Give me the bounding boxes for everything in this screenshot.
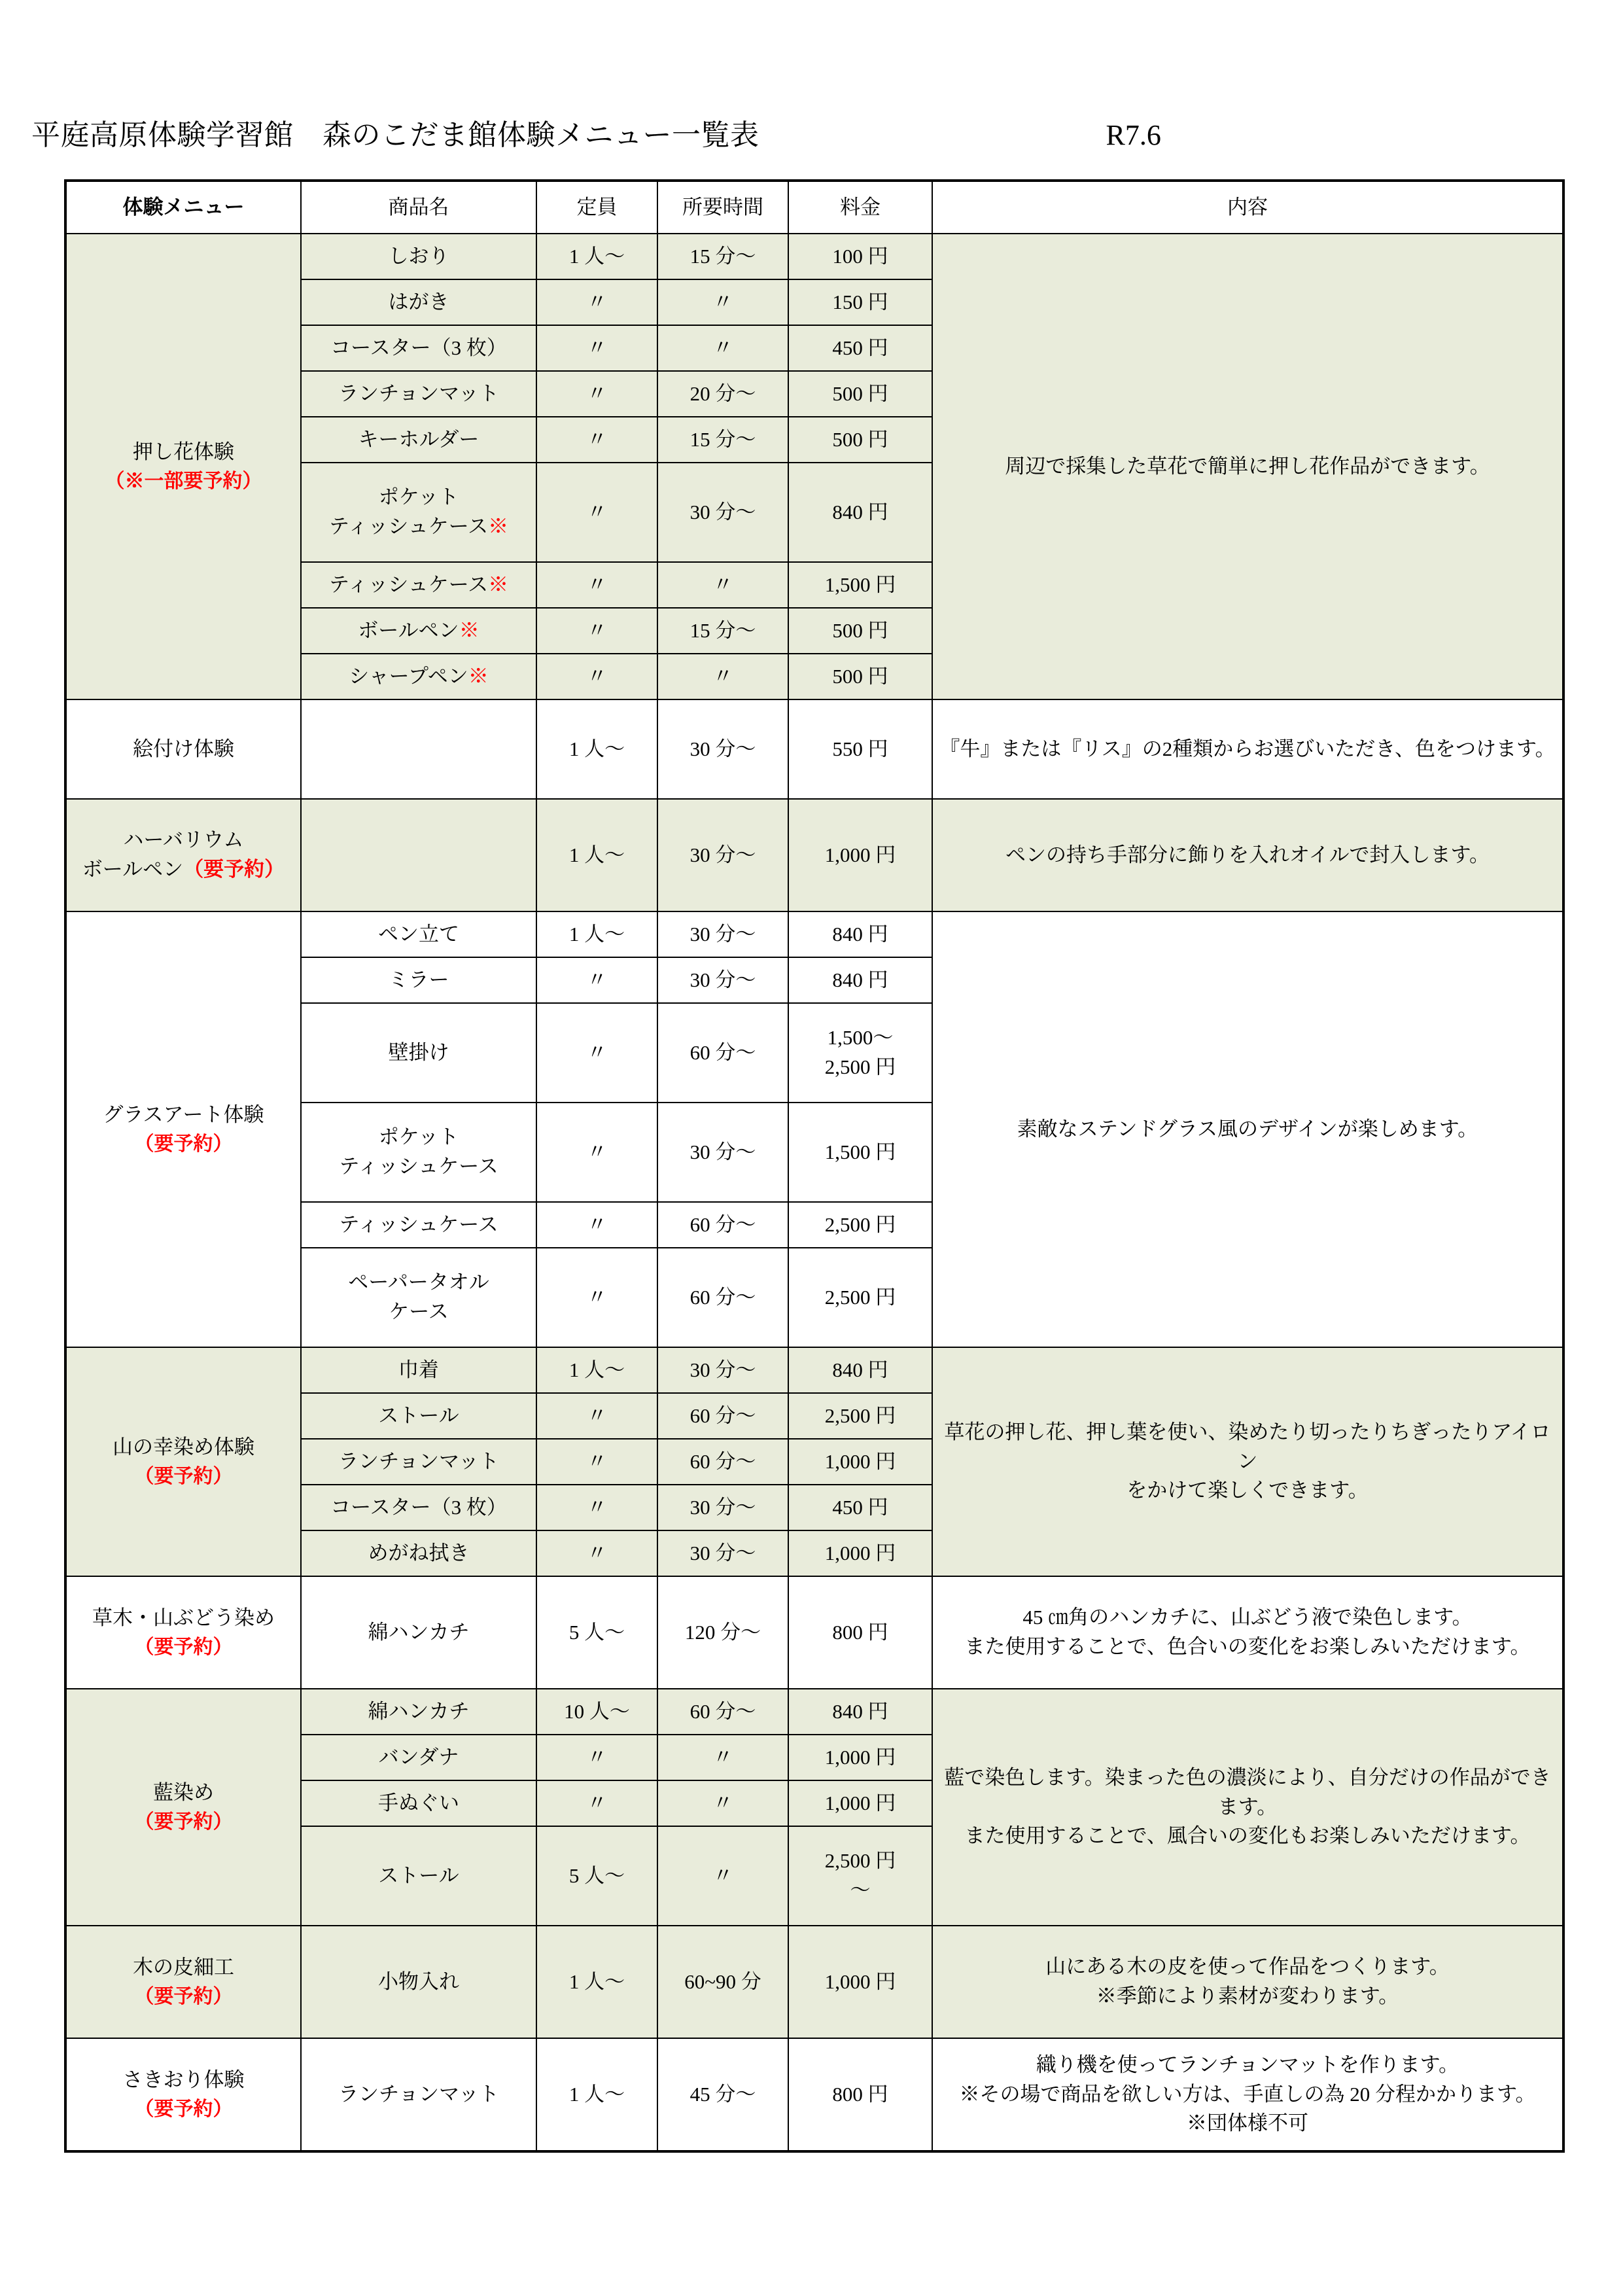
- capacity-value: 1 人～: [536, 799, 657, 911]
- section-description: [932, 911, 1563, 1347]
- section-menu-name: グラスアート体験 （要予約）: [65, 911, 301, 1347]
- duration-value: 60 分～: [657, 1248, 788, 1347]
- duration-value: 30 分～: [657, 911, 788, 957]
- product-name: ティッシュケース: [301, 1202, 536, 1248]
- product-name: ボールペン※: [301, 608, 536, 654]
- column-header-capacity: 定員: [536, 181, 657, 234]
- product-name: ペン立て: [301, 911, 536, 957]
- capacity-value: 〃: [536, 608, 657, 654]
- column-header-item: 商品名: [301, 181, 536, 234]
- price-value: 2,500 円 ～: [788, 1826, 932, 1926]
- capacity-value: 〃: [536, 562, 657, 608]
- experience-menu-table: [64, 179, 1565, 2153]
- section-menu-name: 藍染め （要予約）: [65, 1689, 301, 1926]
- capacity-value: 〃: [536, 1485, 657, 1530]
- section-menu-name: 押し花体験 （※一部要予約）: [65, 234, 301, 699]
- product-name: ポケット ティッシュケース※: [301, 463, 536, 562]
- capacity-value: 〃: [536, 1103, 657, 1202]
- duration-value: 60 分～: [657, 1393, 788, 1439]
- price-value: 1,000 円: [788, 1735, 932, 1780]
- section-menu-name: さきおり体験 （要予約）: [65, 2038, 301, 2151]
- price-value: 1,000 円: [788, 799, 932, 911]
- description-line: 織り機を使ってランチョンマットを作ります。: [1036, 2053, 1459, 2076]
- capacity-value: 〃: [536, 957, 657, 1003]
- price-value: 800 円: [788, 1576, 932, 1689]
- table-header: [65, 181, 1563, 234]
- section-description: [932, 699, 1563, 799]
- product-name: コースター（3 枚）: [301, 325, 536, 371]
- price-value: 500 円: [788, 417, 932, 463]
- product-name: [301, 699, 536, 799]
- capacity-value: 1 人～: [536, 234, 657, 279]
- description-line: 45 ㎝角のハンカチに、山ぶどう液で染色します。: [1022, 1606, 1473, 1629]
- capacity-value: 〃: [536, 1735, 657, 1780]
- price-value: 500 円: [788, 608, 932, 654]
- capacity-value: 〃: [536, 417, 657, 463]
- duration-value: 〃: [657, 1826, 788, 1926]
- duration-value: 30 分～: [657, 799, 788, 911]
- description-line: 草花の押し花、押し葉を使い、染めたり切ったりちぎったりアイロン: [944, 1420, 1551, 1473]
- duration-value: 20 分～: [657, 371, 788, 417]
- product-name: [301, 799, 536, 911]
- product-name: しおり: [301, 234, 536, 279]
- product-name: ストール: [301, 1826, 536, 1926]
- product-name: コースター（3 枚）: [301, 1485, 536, 1530]
- duration-value: 45 分～: [657, 2038, 788, 2151]
- duration-value: 〃: [657, 325, 788, 371]
- price-value: 500 円: [788, 654, 932, 699]
- duration-value: 30 分～: [657, 463, 788, 562]
- section-description: [932, 234, 1563, 699]
- price-value: 1,500 円: [788, 562, 932, 608]
- duration-value: 30 分～: [657, 699, 788, 799]
- product-name: 綿ハンカチ: [301, 1576, 536, 1689]
- duration-value: 120 分～: [657, 1576, 788, 1689]
- duration-value: 15 分～: [657, 608, 788, 654]
- price-value: 1,500～ 2,500 円: [788, 1003, 932, 1103]
- capacity-value: 〃: [536, 1780, 657, 1826]
- duration-value: 30 分～: [657, 1347, 788, 1393]
- table-row: [65, 234, 1563, 279]
- column-header-menu: 体験メニュー: [65, 181, 301, 234]
- description-line: をかけて楽しくできます。: [1126, 1479, 1369, 1502]
- duration-value: 60 分～: [657, 1202, 788, 1248]
- capacity-value: 〃: [536, 1202, 657, 1248]
- capacity-value: 〃: [536, 279, 657, 325]
- duration-value: 60~90 分: [657, 1926, 788, 2038]
- duration-value: 〃: [657, 1780, 788, 1826]
- table-header-row: [65, 181, 1563, 234]
- table-row: [65, 699, 1563, 799]
- product-name: はがき: [301, 279, 536, 325]
- section-menu-name: 木の皮細工 （要予約）: [65, 1926, 301, 2038]
- column-header-duration: 所要時間: [657, 181, 788, 234]
- price-value: 840 円: [788, 1689, 932, 1735]
- description-line: 山にある木の皮を使って作品をつくります。: [1045, 1955, 1450, 1979]
- duration-value: 30 分～: [657, 1530, 788, 1576]
- product-name: ストール: [301, 1393, 536, 1439]
- description-line: ※その場で商品を欲しい方は、手直しの為 20 分程かかります。: [959, 2082, 1536, 2106]
- section-description: [932, 1689, 1563, 1926]
- price-value: 2,500 円: [788, 1248, 932, 1347]
- description-line: ※団体様不可: [1187, 2111, 1308, 2135]
- capacity-value: 〃: [536, 463, 657, 562]
- capacity-value: 〃: [536, 1393, 657, 1439]
- duration-value: 60 分～: [657, 1439, 788, 1485]
- product-name: シャープペン※: [301, 654, 536, 699]
- price-value: 100 円: [788, 234, 932, 279]
- description-line: 素敵なステンドグラス風のデザインが楽しめます。: [1017, 1117, 1478, 1140]
- section-menu-name: 絵付け体験: [65, 699, 301, 799]
- page-title: 平庭高原体験学習館 森のこだま館体験メニュー一覧表: [31, 119, 759, 151]
- capacity-value: 10 人～: [536, 1689, 657, 1735]
- product-name: バンダナ: [301, 1735, 536, 1780]
- description-line: また使用することで、色合いの変化をお楽しみいただけます。: [964, 1635, 1531, 1658]
- product-name: 綿ハンカチ: [301, 1689, 536, 1735]
- product-name: 小物入れ: [301, 1926, 536, 2038]
- section-description: [932, 1576, 1563, 1689]
- section-menu-name: 草木・山ぶどう染め （要予約）: [65, 1576, 301, 1689]
- price-value: 1,000 円: [788, 1780, 932, 1826]
- product-name: 手ぬぐい: [301, 1780, 536, 1826]
- price-value: 2,500 円: [788, 1202, 932, 1248]
- section-menu-name: ハーバリウム ボールペン（要予約）: [65, 799, 301, 911]
- product-name: ペーパータオル ケース: [301, 1248, 536, 1347]
- duration-value: 60 分～: [657, 1003, 788, 1103]
- duration-value: 30 分～: [657, 1103, 788, 1202]
- table-row: [65, 2038, 1563, 2151]
- duration-value: 〃: [657, 562, 788, 608]
- description-line: 『牛』または『リス』の2種類からお選びいただき、色をつけます。: [939, 737, 1556, 760]
- capacity-value: 〃: [536, 1003, 657, 1103]
- capacity-value: 1 人～: [536, 911, 657, 957]
- product-name: 巾着: [301, 1347, 536, 1393]
- product-name: ポケット ティッシュケース: [301, 1103, 536, 1202]
- duration-value: 15 分～: [657, 234, 788, 279]
- table-row: [65, 1576, 1563, 1689]
- capacity-value: 1 人～: [536, 2038, 657, 2151]
- price-value: 840 円: [788, 463, 932, 562]
- price-value: 500 円: [788, 371, 932, 417]
- section-description: [932, 1347, 1563, 1576]
- section-description: [932, 1926, 1563, 2038]
- product-name: めがね拭き: [301, 1530, 536, 1576]
- price-value: 1,000 円: [788, 1926, 932, 2038]
- product-name: キーホルダー: [301, 417, 536, 463]
- capacity-value: 1 人～: [536, 1347, 657, 1393]
- price-value: 450 円: [788, 325, 932, 371]
- description-line: ペンの持ち手部分に飾りを入れオイルで封入します。: [1005, 843, 1490, 866]
- description-line: ※季節により素材が変わります。: [1096, 1985, 1399, 2007]
- product-name: ミラー: [301, 957, 536, 1003]
- capacity-value: 〃: [536, 654, 657, 699]
- table-row: [65, 911, 1563, 957]
- capacity-value: 〃: [536, 371, 657, 417]
- capacity-value: 〃: [536, 1248, 657, 1347]
- duration-value: 15 分～: [657, 417, 788, 463]
- section-menu-name: 山の幸染め体験 （要予約）: [65, 1347, 301, 1576]
- product-name: ティッシュケース※: [301, 562, 536, 608]
- table-row: [65, 799, 1563, 911]
- duration-value: 60 分～: [657, 1689, 788, 1735]
- column-header-description: 内容: [932, 181, 1563, 234]
- description-line: 周辺で採集した草花で簡単に押し花作品ができます。: [1005, 454, 1490, 478]
- capacity-value: 5 人～: [536, 1576, 657, 1689]
- price-value: 1,500 円: [788, 1103, 932, 1202]
- product-name: ランチョンマット: [301, 371, 536, 417]
- capacity-value: 1 人～: [536, 1926, 657, 2038]
- price-value: 840 円: [788, 1347, 932, 1393]
- product-name: ランチョンマット: [301, 2038, 536, 2151]
- capacity-value: 5 人～: [536, 1826, 657, 1926]
- price-value: 450 円: [788, 1485, 932, 1530]
- price-value: 840 円: [788, 911, 932, 957]
- duration-value: 〃: [657, 654, 788, 699]
- description-line: また使用することで、風合いの変化もお楽しみいただけます。: [964, 1824, 1531, 1848]
- capacity-value: 〃: [536, 1439, 657, 1485]
- column-header-price: 料金: [788, 181, 932, 234]
- product-name: 壁掛け: [301, 1003, 536, 1103]
- document-header: [31, 111, 1559, 153]
- duration-value: 〃: [657, 1735, 788, 1780]
- table-row: [65, 1689, 1563, 1735]
- duration-value: 30 分～: [657, 1485, 788, 1530]
- price-value: 840 円: [788, 957, 932, 1003]
- price-value: 1,000 円: [788, 1530, 932, 1576]
- description-line: ます。: [1217, 1795, 1278, 1818]
- price-value: 800 円: [788, 2038, 932, 2151]
- table-body: [65, 234, 1563, 2151]
- section-description: [932, 2038, 1563, 2151]
- description-line: 藍で染色します。染まった色の濃淡により、自分だけの作品ができ: [944, 1765, 1551, 1789]
- table-row: [65, 1347, 1563, 1393]
- duration-value: 〃: [657, 279, 788, 325]
- product-name: ランチョンマット: [301, 1439, 536, 1485]
- section-description: [932, 799, 1563, 911]
- price-value: 1,000 円: [788, 1439, 932, 1485]
- price-value: 550 円: [788, 699, 932, 799]
- document-date: R7.6: [1106, 119, 1161, 151]
- price-value: 2,500 円: [788, 1393, 932, 1439]
- capacity-value: 1 人～: [536, 699, 657, 799]
- capacity-value: 〃: [536, 1530, 657, 1576]
- capacity-value: 〃: [536, 325, 657, 371]
- price-value: 150 円: [788, 279, 932, 325]
- duration-value: 30 分～: [657, 957, 788, 1003]
- table-row: [65, 1926, 1563, 2038]
